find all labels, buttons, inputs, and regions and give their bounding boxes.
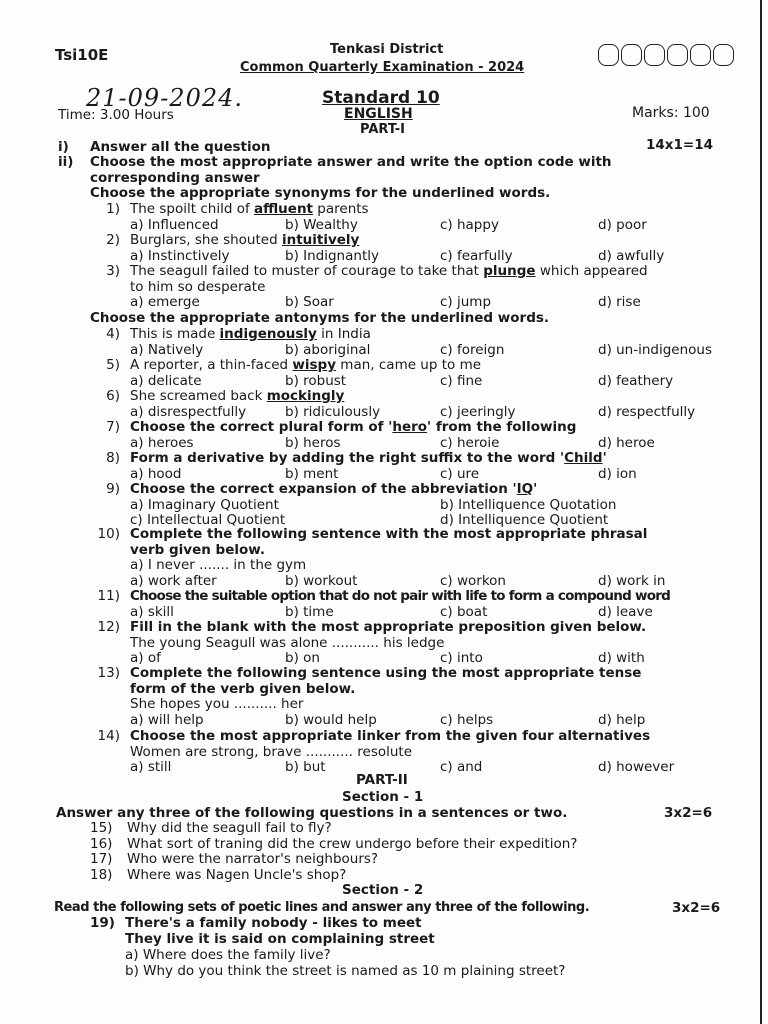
question-stem bbox=[130, 728, 650, 744]
section1-question-number: 15) bbox=[90, 820, 113, 836]
stem-text: Complete the following sentence using the most appropriate tense bbox=[130, 665, 642, 681]
option-a: a) Influenced bbox=[130, 216, 219, 233]
question-stem bbox=[130, 619, 646, 635]
option-d: d) feathery bbox=[598, 372, 674, 389]
question-number: 1) bbox=[106, 201, 120, 217]
stem-text: Choose the correct expansion of the abbreviation ' bbox=[130, 481, 517, 497]
section2-heading: Section - 2 bbox=[342, 882, 424, 898]
stem-text-end: in India bbox=[316, 326, 371, 342]
stem-text-end: ' bbox=[533, 481, 538, 497]
stem-text: Choose the suitable option that do not pair with life to form a compound word bbox=[130, 588, 671, 604]
underlined-word: plunge bbox=[483, 263, 536, 279]
option-a: a) Imaginary Quotient bbox=[130, 496, 279, 513]
section1-question-number: 16) bbox=[90, 836, 113, 852]
section1-question-text: Where was Nagen Uncle's shop? bbox=[127, 867, 347, 883]
question-number: 2) bbox=[106, 232, 120, 248]
option-d: d) awfully bbox=[598, 247, 665, 264]
option-a: a) Instinctively bbox=[130, 247, 230, 264]
option-a: a) delicate bbox=[130, 372, 202, 389]
page-edge-line bbox=[760, 0, 762, 1024]
option-a: a) Natively bbox=[130, 341, 204, 358]
option-b: b) workout bbox=[285, 572, 358, 589]
underlined-word: affluent bbox=[254, 201, 314, 217]
section1-question-number: 17) bbox=[90, 851, 113, 867]
district-name: Tenkasi District bbox=[330, 42, 444, 57]
option-c: c) fine bbox=[440, 372, 483, 389]
question-stem bbox=[130, 326, 371, 342]
question-number: 5) bbox=[106, 357, 120, 373]
option-c: c) helps bbox=[440, 711, 494, 728]
option-b: b) Wealthy bbox=[285, 216, 358, 233]
antonyms-heading: Choose the appropriate antonyms for the underlined words. bbox=[90, 310, 550, 326]
option-d: d) poor bbox=[598, 216, 647, 233]
underlined-word: intuitively bbox=[281, 232, 360, 248]
stem-text-end: ' bbox=[602, 450, 607, 466]
question-number: 12) bbox=[97, 619, 120, 635]
section1-question-text: Who were the narrator's neighbours? bbox=[127, 851, 379, 867]
question-stem bbox=[130, 357, 481, 373]
question-number: 14) bbox=[97, 728, 120, 744]
instruction-i-label: i) bbox=[58, 139, 69, 155]
instruction-ii-line2: corresponding answer bbox=[90, 170, 260, 186]
stem-text-end: parents bbox=[313, 201, 369, 217]
stem-text: Choose the correct plural form of ' bbox=[130, 419, 393, 435]
stem-text: This is made bbox=[130, 326, 220, 342]
option-c: c) foreign bbox=[440, 341, 505, 358]
question-number: 4) bbox=[106, 326, 120, 342]
question-number: 6) bbox=[106, 388, 120, 404]
question-stem bbox=[130, 232, 359, 248]
section1-heading: Section - 1 bbox=[342, 789, 424, 805]
underlined-word: hero bbox=[392, 419, 428, 435]
option-d: d) rise bbox=[598, 294, 641, 310]
option-b: b) on bbox=[285, 650, 320, 666]
question-19-b: b) Why do you think the street is named as 10 m plaining street? bbox=[125, 963, 566, 979]
underlined-word: IQ bbox=[516, 481, 534, 497]
option-c: c) jeeringly bbox=[440, 403, 516, 420]
question-number: 11) bbox=[97, 588, 120, 604]
stem-text: A reporter, a thin-faced bbox=[130, 357, 293, 373]
option-b: b) but bbox=[285, 759, 326, 775]
question-stem-line2: verb given below. bbox=[130, 541, 265, 558]
underlined-word: wispy bbox=[292, 357, 337, 373]
question-stem bbox=[130, 665, 641, 681]
question-19-line1: There's a family nobody - likes to meet bbox=[125, 915, 422, 931]
option-d: d) help bbox=[598, 711, 646, 728]
question-stem bbox=[130, 588, 670, 604]
option-d: d) Intelliquence Quotient bbox=[440, 512, 609, 528]
question-stem bbox=[130, 388, 344, 404]
standard-label: Standard 10 bbox=[322, 88, 440, 108]
question-stem bbox=[130, 450, 607, 466]
stem-text: The seagull failed to muster of courage to take that bbox=[130, 263, 484, 279]
stem-text: She screamed back bbox=[130, 388, 267, 404]
option-d: d) with bbox=[598, 650, 645, 666]
option-b: b) robust bbox=[285, 372, 347, 389]
part2-heading: PART-II bbox=[356, 772, 408, 788]
section1-question-text: What sort of traning did the crew undergo before their expedition? bbox=[127, 836, 578, 852]
option-d: d) work in bbox=[598, 572, 666, 589]
option-b: b) aboriginal bbox=[285, 341, 371, 358]
stem-text-end: ' from the following bbox=[427, 419, 577, 435]
part1-heading: PART-I bbox=[360, 122, 406, 137]
option-d: d) un-indigenous bbox=[598, 341, 713, 358]
question-stem bbox=[130, 263, 648, 279]
option-c: c) Intellectual Quotient bbox=[130, 512, 286, 528]
option-a: a) disrespectfully bbox=[130, 403, 247, 420]
exam-title: Common Quarterly Examination - 2024 bbox=[240, 60, 525, 75]
option-d: d) leave bbox=[598, 603, 653, 620]
section1-question-text: Why did the seagull fail to fly? bbox=[127, 820, 332, 836]
question-number: 8) bbox=[106, 450, 120, 466]
section2-instruction: Read the following sets of poetic lines and answer any three of the following. bbox=[54, 900, 590, 915]
question-stem-line3: She hopes you .......... her bbox=[130, 696, 304, 712]
question-stem-line2: Women are strong, brave ........... resolute bbox=[130, 743, 413, 760]
instruction-ii-line1: Choose the most appropriate answer and write the option code with bbox=[90, 154, 612, 170]
part1-marks: 14x1=14 bbox=[646, 137, 713, 153]
subject-label: ENGLISH bbox=[344, 106, 413, 122]
option-c: c) fearfully bbox=[440, 247, 513, 264]
underlined-word: mockingly bbox=[266, 388, 345, 404]
option-c: c) jump bbox=[440, 294, 492, 310]
option-a: a) skill bbox=[130, 603, 174, 620]
question-stem-line2: form of the verb given below. bbox=[130, 680, 356, 697]
option-c: c) into bbox=[440, 650, 483, 666]
stem-text: Complete the following sentence with the most appropriate phrasal bbox=[130, 526, 648, 542]
paper-code: Tsi10E bbox=[55, 46, 109, 64]
option-d: d) respectfully bbox=[598, 403, 696, 420]
section1-instruction: Answer any three of the following questions in a sentences or two. bbox=[56, 805, 568, 821]
instruction-ii-label: ii) bbox=[58, 154, 74, 170]
stem-text-end: which appeared bbox=[535, 263, 648, 279]
stem-text-end: man, came up to me bbox=[336, 357, 482, 373]
register-number-boxes bbox=[598, 44, 736, 66]
option-c: c) boat bbox=[440, 603, 488, 620]
option-a: a) heroes bbox=[130, 434, 194, 451]
question-stem-line3: a) I never ....... in the gym bbox=[130, 557, 307, 573]
question-19-a: a) Where does the family live? bbox=[125, 947, 331, 963]
question-stem-line2: The young Seagull was alone ........... his ledge bbox=[130, 634, 445, 651]
question-number: 10) bbox=[97, 526, 120, 542]
option-c: c) ure bbox=[440, 465, 480, 482]
section2-marks: 3x2=6 bbox=[672, 900, 721, 916]
option-c: c) happy bbox=[440, 216, 499, 233]
option-b: b) Indignantly bbox=[285, 247, 379, 264]
option-d: d) however bbox=[598, 759, 675, 775]
question-stem bbox=[130, 481, 537, 497]
question-stem-line2: to him so desperate bbox=[130, 278, 266, 295]
option-b: b) time bbox=[285, 603, 334, 620]
option-a: a) emerge bbox=[130, 294, 200, 310]
option-a: a) still bbox=[130, 759, 172, 775]
option-b: b) ment bbox=[285, 465, 339, 482]
option-d: d) ion bbox=[598, 465, 637, 482]
option-c: c) and bbox=[440, 759, 483, 775]
underlined-word: indigenously bbox=[219, 326, 317, 342]
stem-text: Form a derivative by adding the right suffix to the word ' bbox=[130, 450, 565, 466]
question-stem bbox=[130, 201, 369, 217]
handwritten-date: 21-09-2024. bbox=[86, 84, 244, 112]
option-a: a) work after bbox=[130, 572, 217, 589]
question-number: 3) bbox=[106, 263, 120, 279]
instruction-i: Answer all the question bbox=[90, 139, 271, 155]
total-marks: Marks: 100 bbox=[632, 105, 710, 121]
option-a: a) hood bbox=[130, 465, 182, 482]
section1-question-number: 18) bbox=[90, 867, 113, 883]
option-b: b) ridiculously bbox=[285, 403, 381, 420]
option-b: b) Soar bbox=[285, 294, 334, 310]
option-a: a) will help bbox=[130, 711, 204, 728]
option-b: b) heros bbox=[285, 434, 341, 451]
section1-marks: 3x2=6 bbox=[664, 805, 713, 821]
question-number: 7) bbox=[106, 419, 120, 435]
option-d: d) heroe bbox=[598, 434, 655, 451]
option-c: c) workon bbox=[440, 572, 506, 589]
option-b: b) would help bbox=[285, 711, 377, 728]
question-19-number: 19) bbox=[90, 915, 115, 931]
option-b: b) Intelliquence Quotation bbox=[440, 496, 617, 513]
stem-text: The spoilt child of bbox=[130, 201, 254, 217]
stem-text: Choose the most appropriate linker from the given four alternatives bbox=[130, 728, 651, 744]
underlined-word: Child bbox=[564, 450, 603, 466]
option-a: a) of bbox=[130, 650, 161, 666]
question-stem bbox=[130, 526, 647, 542]
stem-text: Burglars, she shouted bbox=[130, 232, 282, 248]
stem-text: Fill in the blank with the most appropriate preposition given below. bbox=[130, 619, 647, 635]
question-19-line2: They live it is said on complaining street bbox=[125, 931, 435, 947]
question-number: 9) bbox=[106, 481, 120, 497]
option-c: c) heroie bbox=[440, 434, 500, 451]
question-number: 13) bbox=[97, 665, 120, 681]
synonyms-heading: Choose the appropriate synonyms for the underlined words. bbox=[90, 185, 551, 201]
question-stem bbox=[130, 419, 576, 435]
exam-time: Time: 3.00 Hours bbox=[58, 107, 174, 123]
